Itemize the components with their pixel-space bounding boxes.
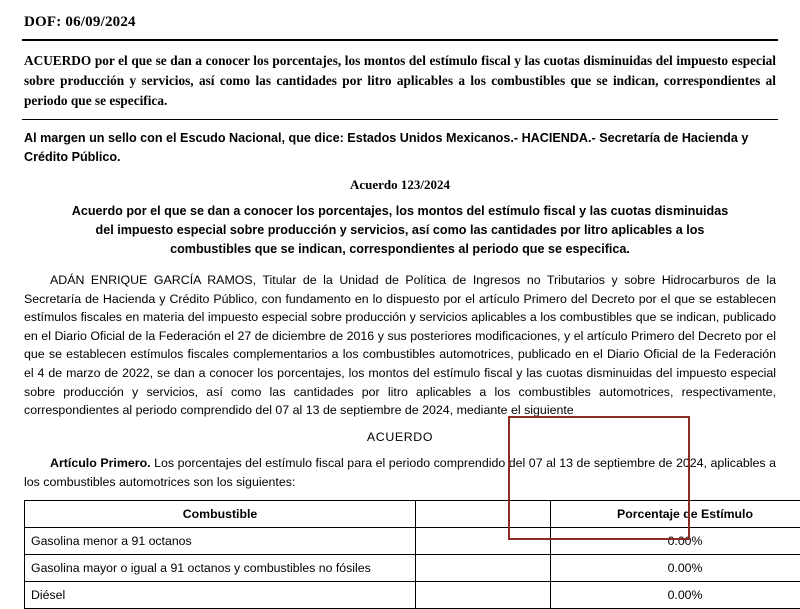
articulo-primero-text: Los porcentajes del estímulo fiscal para el periodo comprendido del 07 al 13 de septiembre de 2024, aplicables a los combustibles automotrices son los siguientes: [24,456,776,489]
table-head [25,501,800,528]
margin-seal-note: Al margen un sello con el Escudo Nacional, que dice: Estados Unidos Mexicanos.- HACIENDA.- Secretaría de Hacienda y Crédito Público. [24,129,776,167]
acuerdo-heading: ACUERDO [22,430,778,444]
cell-porcentaje: 0.00% [551,528,800,555]
document-title: Acuerdo por el que se dan a conocer los porcentajes, los montos del estímulo fiscal y las cuotas disminuidas del impuesto especial sobre producción y servicios, así como las cantidades por litro aplicables a los combustibles que se indican, correspondientes al periodo que se especifica. [62,202,738,259]
cell-middle [416,528,551,555]
table-row [25,555,800,582]
estimulo-table [24,500,800,609]
cell-middle [416,582,551,609]
cell-porcentaje: 0.00% [551,582,800,609]
cell-middle [416,555,551,582]
dof-date-label: DOF: 06/09/2024 [24,14,778,31]
summary-divider [22,119,778,120]
cell-combustible: Gasolina menor a 91 octanos [25,528,416,555]
table-row [25,528,800,555]
table-header-row [25,501,800,528]
table-header-combustible: Combustible [25,501,416,528]
articulo-primero-label: Artículo Primero. [50,456,151,470]
table-body [25,528,800,609]
table-header-porcentaje: Porcentaje de Estímulo [551,501,800,528]
articulo-primero-paragraph [24,454,776,491]
preamble-paragraph: ADÁN ENRIQUE GARCÍA RAMOS, Titular de la Unidad de Política de Ingresos no Tributarios y sobre Hidrocarburos de la Secretaría de Hacienda y Crédito Público, con fundamento en lo dispuesto por el artículo Primero del Decreto por el que se establecen estímulos fiscales en materia del impuesto especial sobre producción y servicios aplicables a los combustibles que se indican, publicado en el Diario Oficial de la Federación el 27 de diciembre de 2016 y sus posteriores modificaciones, y el artículo Primero del Decreto por el que se establecen estímulos fiscales complementarios a los combustibles automotrices, publicado en el Diario Oficial de la Federación el 4 de marzo de 2022, se dan a conocer los porcentajes, los montos del estímulo fiscal y las cuotas disminuidas del impuesto especial sobre producción y servicios, así como las cantidades por litro aplicables a los combustibles automotrices, respectivamente, correspondientes al periodo comprendido del 07 al 13 de septiembre de 2024, mediante el siguiente [24,271,776,420]
cell-combustible: Gasolina mayor o igual a 91 octanos y combustibles no fósiles [25,555,416,582]
top-divider [22,39,778,41]
cell-combustible: Diésel [25,582,416,609]
table-row [25,582,800,609]
cell-porcentaje: 0.00% [551,555,800,582]
document-summary: ACUERDO por el que se dan a conocer los porcentajes, los montos del estímulo fiscal y las cuotas disminuidas del impuesto especial sobre producción y servicios, así como las cantidades por litro aplicables a los combustibles que se indican, correspondientes al periodo que se especifica. [24,51,776,111]
acuerdo-number: Acuerdo 123/2024 [22,177,778,193]
table-header-blank [416,501,551,528]
